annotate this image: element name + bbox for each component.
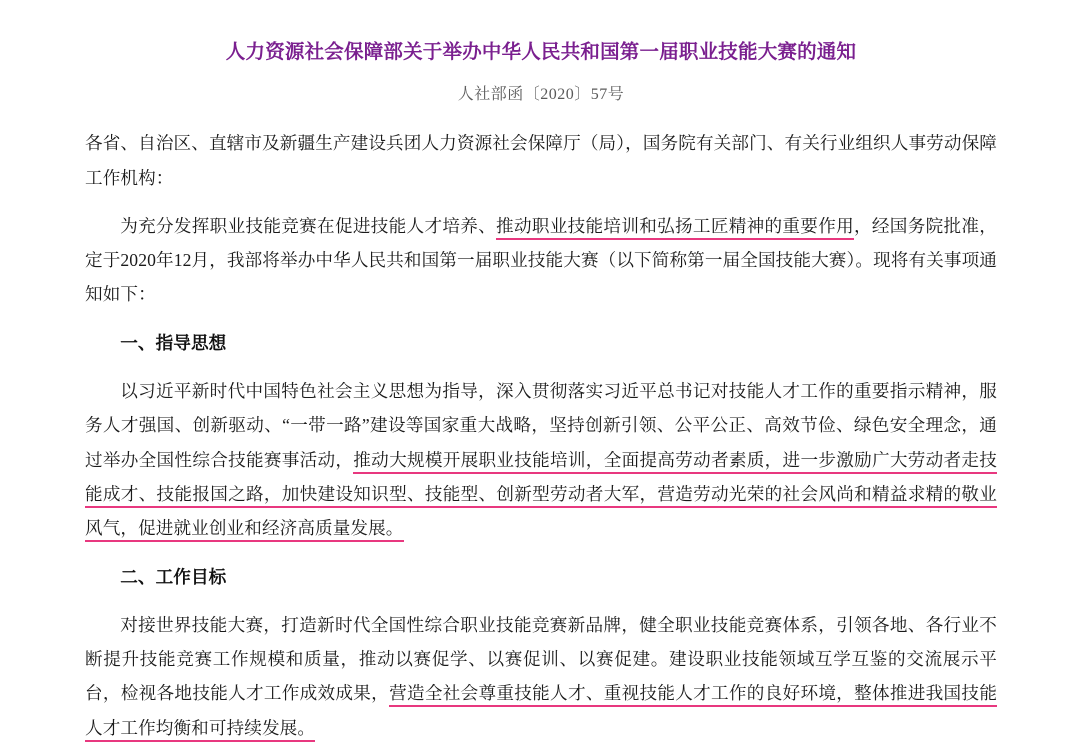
document-body bbox=[85, 126, 997, 745]
paragraph-text: ，经国务院批准，定于2020年12月，我部将举办中华人民共和国第一届职业技能大赛（以下简称第一届全国技能大赛）。现将有关事项通知如下： bbox=[85, 215, 997, 305]
page-title: 人力资源社会保障部关于举办中华人民共和国第一届职业技能大赛的通知 bbox=[225, 42, 857, 63]
section-heading bbox=[85, 326, 997, 360]
highlighted-text: 推动大规模开展职业技能培训，全面提高劳动者素质，进一步激励广大劳动者走技能成才、技能报国之路，加快建设知识型、技能型、创新型劳动者大军，营造劳动光荣的社会风尚和精益求精的敬业风气，促进就业创业和经济高质量发展。 bbox=[85, 450, 997, 543]
document-paragraph bbox=[85, 608, 997, 745]
document-paragraph bbox=[85, 374, 997, 545]
document-paragraph bbox=[85, 126, 997, 195]
document-paragraph bbox=[85, 209, 997, 312]
section-heading bbox=[85, 560, 997, 594]
paragraph-text: 各省、自治区、直辖市及新疆生产建设兵团人力资源社会保障厅（局），国务院有关部门、有关行业组织人事劳动保障工作机构： bbox=[85, 133, 997, 188]
highlighted-text: 推动职业技能培训和弘扬工匠精神的重要作用 bbox=[496, 216, 854, 240]
paragraph-text: 以习近平新时代中国特色社会主义思想为指导，深入贯彻落实习近平总书记对技能人才工作的重要指示精神，服务人才强国、创新驱动、“一带一路”建设等国家重大战略，坚持创新引领、公平公正、高效节俭、绿色安全理念，通过举办全国性综合技能赛事活动， bbox=[85, 381, 997, 470]
document-number: 人社部函〔2020〕57号 bbox=[457, 86, 625, 104]
highlighted-text: 营造全社会尊重技能人才、重视技能人才工作的良好环境，整体推进我国技能人才工作均衡和可持续发展。 bbox=[85, 683, 997, 741]
paragraph-text: 对接世界技能大赛，打造新时代全国性综合职业技能竞赛新品牌，健全职业技能竞赛体系，引领各地、各行业不断提升技能竞赛工作规模和质量，推动以赛促学、以赛促训、以赛促建。建设职业技能领域互学互鉴的交流展示平台，检视各地技能人才工作成效成果， bbox=[85, 614, 997, 704]
paragraph-text: 为充分发挥职业技能竞赛在促进技能人才培养、 bbox=[120, 215, 497, 236]
paragraph-text: 二、工作目标 bbox=[120, 566, 227, 587]
paragraph-text: 一、指导思想 bbox=[120, 332, 227, 353]
